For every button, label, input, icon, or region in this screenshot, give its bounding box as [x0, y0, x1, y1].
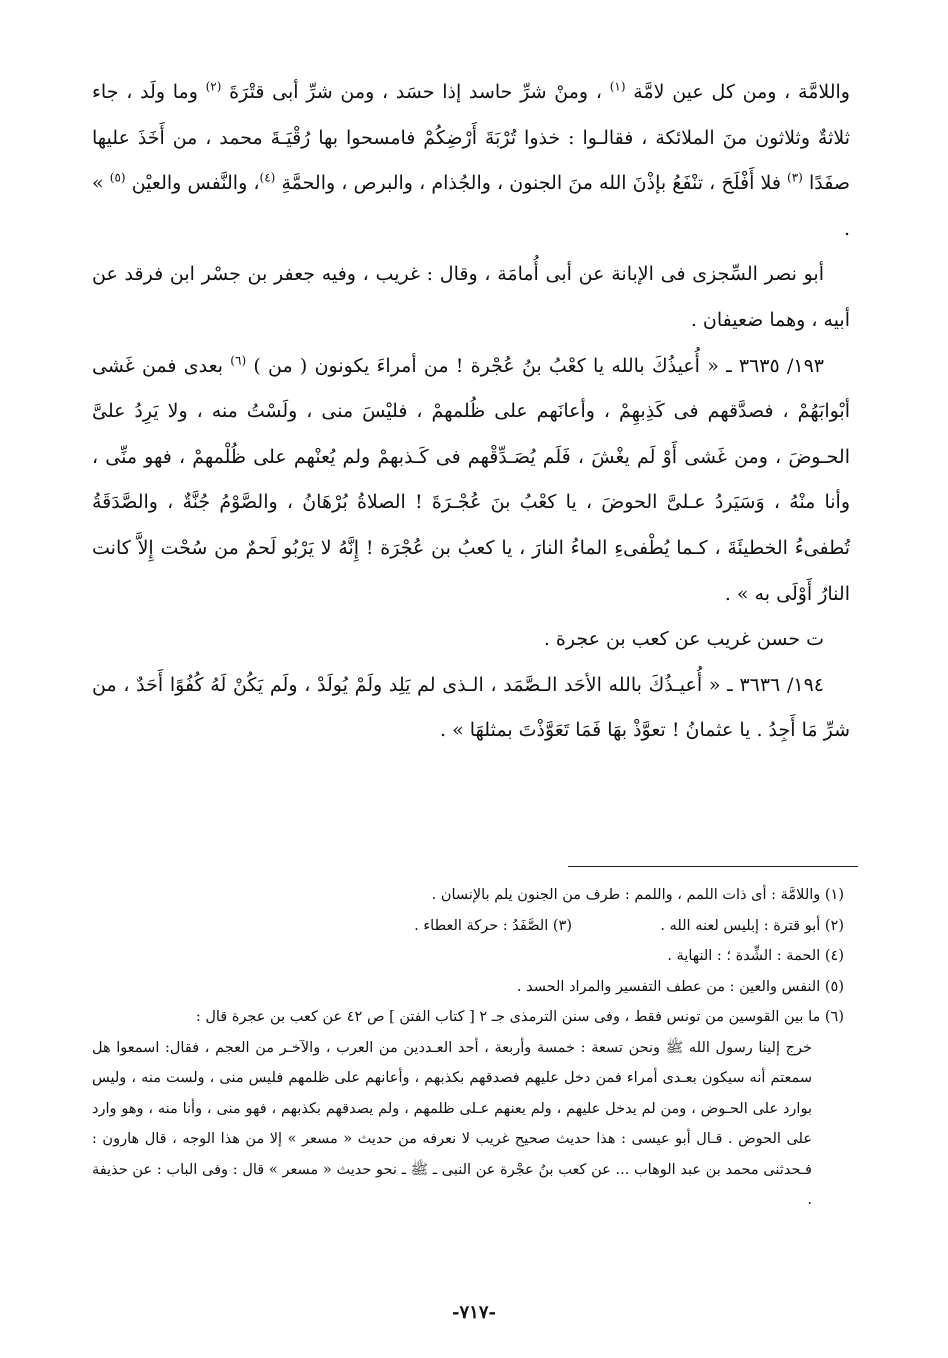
footnote-6: (٦) ما بين القوسين من تونس فقط ، وفى سنن الترمذى جـ ٢ [ كتاب الفتن ] ص ٤٢ عن كعب بن عجرة قال :: [195, 1009, 844, 1025]
main-text: [92, 70, 850, 754]
hadith-193: ١٩٣/ ٣٦٣٥ ـ « أُعيذُكَ بالله يا كعْبُ بنُ عُجْرة ! من أمراءَ يكونون ( من ) $^{(٦)}$ بعدى فمن غَشى أبْوابَهُمْ ، فصدَّقهم فى كَذِبهِمْ ، وأعانَهم على ظُلمهمْ ، فليْسَ منى ، ولَسْتُ منه ، ولا يَرِدُ علىَّ الحـوضَ ، ومن غَشى أَوْ لَم يغْشَ ، فَلَم يُصَـدِّقْهم فى كَـذبهمْ ولم يُعنْهم على ظُلْمهمْ ، فهو منِّى ، وأنا منْهُ ، وَسَيَردُ عـلىَّ الحوضَ ، يا كعْبُ بنَ عُجْـرَةَ ! الصلاةُ بُرْهَانُ ، والصَّوْمُ جُنَّةٌ ، والصَّدَقَةُ تُطفىءُ الخطيئَةَ ، كـما يُطْفىءِ الماءُ النارَ ، يا كعبُ بن عُجْرَة ! إِنَّهُ لا يَرْبُو لَحمٌ من سُحْت إِلاَّ كانت النارُ أَوْلَى به » .: [92, 353, 850, 605]
source-citation-193: ت حسن غريب عن كعب بن عجرة .: [543, 628, 824, 651]
footnote-5: (٥) النفس والعين : من عطف التفسير والمراد الحسد .: [516, 978, 844, 995]
footnote-ref-5: (٥): [109, 170, 126, 185]
source-citation-192: أبو نصر السِّجزى فى الإبانة عن أبى أُمامَة ، وقال : غريب ، وفيه جعفر بن جسْر ابن فرقد عن أبيه ، وهما ضعيفان .: [92, 263, 850, 331]
footnote-1: (١) واللامَّة : أى ذات اللمم ، واللمم : طرف من الجنون يلم بالإنسان .: [431, 887, 844, 903]
footnote-4: (٤) الحمة : الشِّدة ؛ : النهاية .: [667, 948, 844, 964]
footnote-6-continuation: خرج إلينا رسول الله ﷺ ونحن تسعة : خمسة وأربعة ، أحد العـددين من العرب ، والآخـر من العجم ، فقال: اسمعوا هل سمعتم أنه سيكون بعـدى أمراء فمن دخل عليهم فصدقهم بكذبهم ، وأعانهم على ظلمهم فليس منى ، ولست منه ، وليس بوارد على الحـوض ، ومن لم يدخل عليهم ، ولم يعنهم عـلى ظلمهم ، ولم يصدقهم بكذبهم ، فهو منى ، وأنا منه ، وهو وارد على الحوض . قـال أبو عيسى : هذا حديث صحيح غريب لا نعرفه من حديث « مسعر » إلا من هذا الوجه ، قال هارون : فـحدثنى محمد بن عبد الوهاب ... عن كعب بنُ عجْرة عن النبى ـ ﷺ ـ نحو حديث « مسعر » قال : وفى الباب : عن حذيفة .: [92, 1039, 812, 1208]
footnote-separator: [568, 866, 858, 867]
footnotes: [92, 880, 844, 1216]
hadith-192-continuation: واللامَّة ، ومن كل عين لامَّة $^{(١)}$ ، ومنْ شرِّ حاسد إذا حسَد ، ومن شرِّ أبى قتْرَةَ $^{(٢)}$ وما ولَد ، جاء ثلاثةٌ وثلاثون منَ الملائكة ، فقالـوا : خذوا تُرْبَةَ أَرْضِكُمْ فامسحوا بها رُقْيَـةَ محمد ، من أَخَذَ عليها صفَدًا $^{(٣)}$ فلا أَفْلَحَ ، تنْفَعُ بإذْنَ الله منَ الجنون ، والجُذام ، والبرص ، والحمَّةِ $^{(٤)}$، والنَّفس والعيْن $^{(٥)}$ » .: [92, 79, 850, 240]
footnote-ref-1: (١): [609, 79, 626, 94]
footnote-ref-4: (٤): [259, 170, 276, 185]
page-number: -٧١٧-: [452, 1302, 496, 1323]
footnote-row-2-3: [92, 911, 844, 942]
footnote-3: (٣) الصَّفَدُ : حركة العطاء .: [414, 917, 572, 934]
footnote-ref-6: (٦): [230, 353, 247, 368]
hadith-194: ١٩٤/ ٣٦٣٦ ـ « أُعيـذُكَ بالله الأحَد الـصَّمَد ، الـذى لم يَلِد ولَمْ يُولَدْ ، ولَم يَكُنْ لَهُ كُفُوًا أَحَدٌ ، من شرِّ مَا أَجِدُ . يا عثمانُ ! تعوَّذْ بهَا فَمَا تَعَوَّذْتَ بمثلهَا » .: [92, 673, 850, 742]
footnote-ref-3: (٣): [787, 170, 803, 185]
footnote-2: (٢) أبو قترة : إبليس لعنه الله .: [660, 917, 844, 934]
footnote-ref-2: (٢): [205, 79, 222, 94]
